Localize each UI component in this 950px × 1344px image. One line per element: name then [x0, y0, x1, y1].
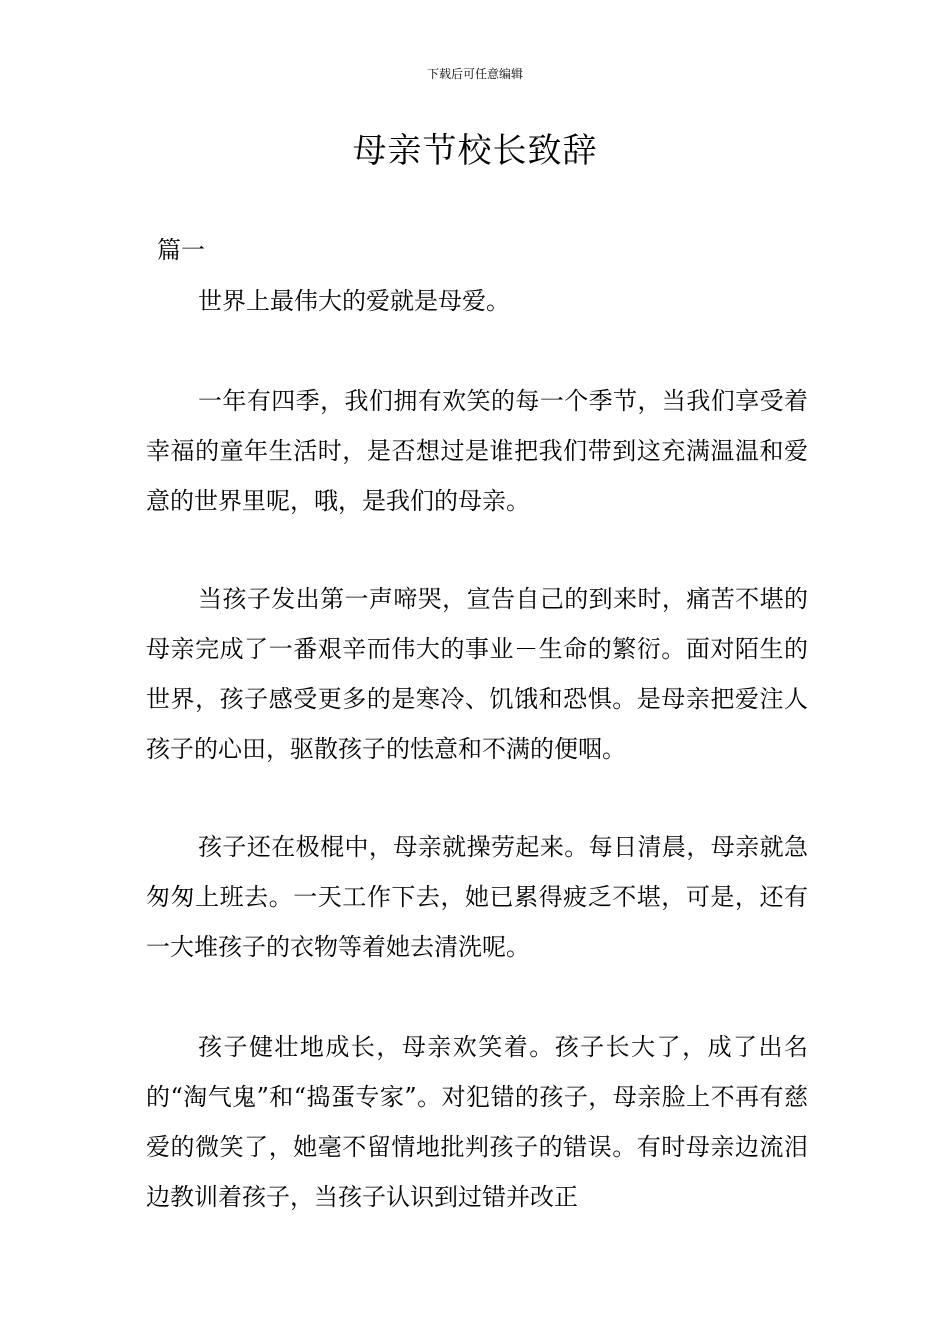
paragraph: 一年有四季，我们拥有欢笑的每一个季节，当我们享受着幸福的童年生活时，是否想过是谁把我们带到这充满温温和爱意的世界里呢，哦，是我们的母亲。 — [146, 387, 808, 515]
paragraph: 孩子还在极棍中，母亲就操劳起来。每日清晨，母亲就急匆匆上班去。一天工作下去，她已累得疲乏不堪，可是，还有一大堆孩子的衣物等着她去清洗呢。 — [146, 833, 808, 961]
section-label: 篇一 — [157, 236, 205, 264]
paragraph: 世界上最伟大的爱就是母爱。 — [198, 287, 510, 315]
paragraph: 当孩子发出第一声啼哭，宣告自己的到来时，痛苦不堪的母亲完成了一番艰辛而伟大的事业－生命的繁衍。面对陌生的世界，孩子感受更多的是寒冷、饥饿和恐惧。是母亲把爱注人孩子的心田，驱散孩子的怯意和不满的便咽。 — [146, 585, 808, 763]
paragraph: 孩子健壮地成长，母亲欢笑着。孩子长大了，成了出名的“淘气鬼”和“捣蛋专家”。对犯错的孩子，母亲脸上不再有慈爱的微笑了，她毫不留情地批判孩子的错误。有时母亲边流泪边教训着孩子，当孩子认识到过错并改正 — [146, 1033, 808, 1211]
header-note: 下载后可任意编辑 — [426, 67, 523, 81]
document-title: 母亲节校长致辞 — [352, 131, 598, 171]
